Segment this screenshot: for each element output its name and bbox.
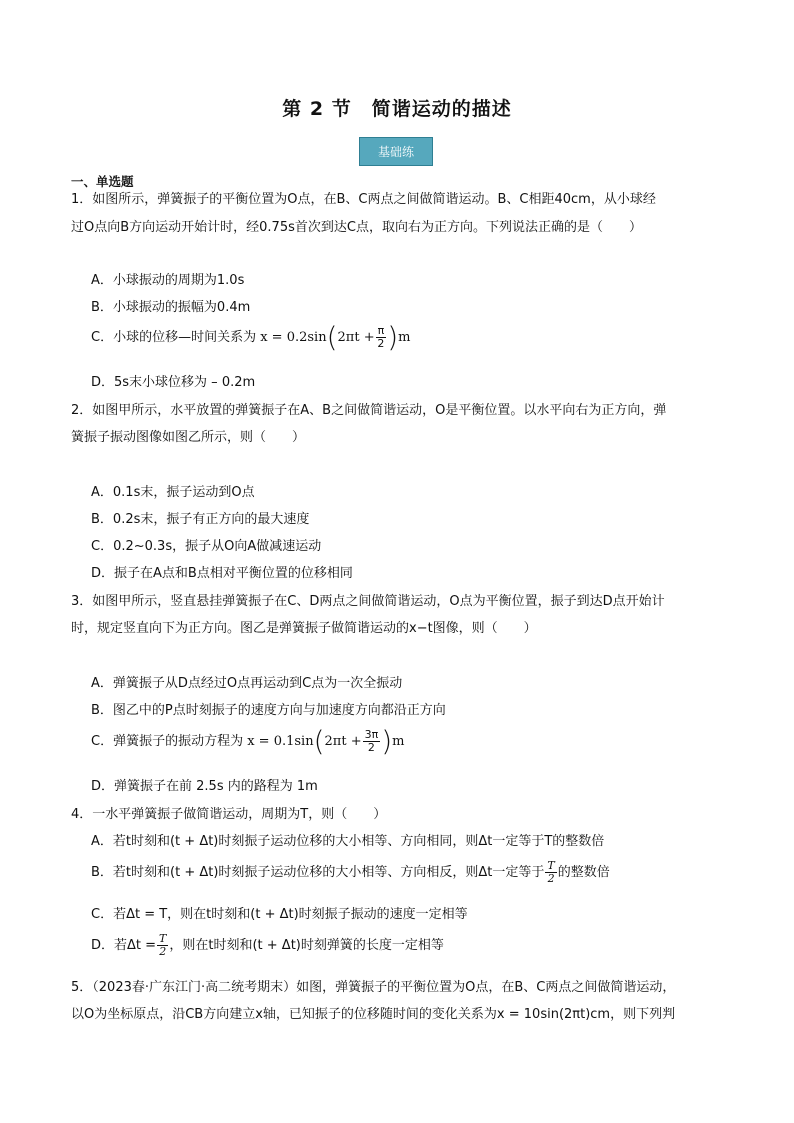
right-paren: ) — [387, 320, 399, 354]
q4-option-d-fraction: $\frac{T}{2}$ — [159, 932, 167, 958]
q4-option-c: C．若Δt = T，则在t时刻和(t + Δt)时刻振子振动的速度一定相等 — [91, 907, 468, 922]
q4-option-a: A．若t时刻和(t + Δt)时刻振子运动位移的大小相等、方向相同，则Δt一定等于T的整数倍 — [91, 834, 605, 849]
q1-stem-line2: 过O点向B方向运动开始计时，经0.75s首次到达C点，取向右为正方向。下列说法正确的是（ ） — [71, 220, 642, 235]
level-badge: 基础练 — [359, 137, 433, 166]
q2-option-d: D．振子在A点和B点相对平衡位置的位移相同 — [91, 566, 353, 581]
q3-option-d: D．弹簧振子在前 2.5s 内的路程为 1m — [91, 779, 318, 794]
q5-stem-line2: 以O为坐标原点，沿CB方向建立x轴，已知振子的位移随时间的变化关系为x = 10sin(2πt)cm，则下列判 — [71, 1007, 676, 1022]
q2-option-c: C．0.2~0.3s，振子从O向A做减速运动 — [91, 539, 322, 554]
q2-stem-line1: 2．如图甲所示，水平放置的弹簧振子在A、B之间做简谐运动，O是平衡位置。以水平向右为正方向，弹 — [71, 403, 667, 418]
q4-option-b-fraction: $\frac{T}{2}$ — [547, 859, 555, 885]
q5-stem-line1: 5．（2023春·广东江门·高二统考期末）如图，弹簧振子的平衡位置为O点，在B、C两点之间做简谐运动， — [71, 980, 676, 995]
q3-option-b: B．图乙中的P点时刻振子的速度方向与加速度方向都沿正方向 — [91, 703, 446, 718]
page-title: 第 2 节 简谐运动的描述 — [282, 98, 512, 120]
q2-stem-line2: 簧振子振动图像如图乙所示，则（ ） — [71, 430, 306, 445]
q2-option-a: A．0.1s末，振子运动到O点 — [91, 485, 255, 500]
q1-option-c-eq-left: x = 0.2sin — [260, 330, 327, 345]
left-paren: ( — [313, 724, 325, 758]
q3-option-c-eq-left: x = 0.1sin — [247, 734, 314, 749]
q1-option-c-eq-mid: 2πt + — [337, 330, 375, 345]
q1-option-d: D．5s末小球位移为 – 0.2m — [91, 375, 256, 390]
q2-option-b: B．0.2s末，振子有正方向的最大速度 — [91, 512, 310, 527]
q3-option-a: A．弹簧振子从D点经过O点再运动到C点为一次全振动 — [91, 676, 403, 691]
q3-stem-line1: 3．如图甲所示，竖直悬挂弹簧振子在C、D两点之间做简谐运动，O点为平衡位置，振子到达D点开始计 — [71, 594, 665, 609]
q3-option-c: C．弹簧振子的振动方程为 x = 0.1sin(2πt + $\frac{3\pi}{2}$ )m — [91, 724, 405, 758]
q4-option-b-text: B．若t时刻和(t + Δt)时刻振子运动位移的大小相等、方向相反，则Δt一定等于 — [91, 865, 545, 880]
q1-option-a: A．小球振动的周期为1.0s — [91, 273, 245, 288]
q4-option-d-text: D．若Δt = — [91, 938, 157, 953]
q1-option-c-text: C．小球的位移—时间关系为 — [91, 330, 257, 345]
q1-option-c-fraction: $\frac{\pi}{2}$ — [377, 324, 385, 350]
section-heading: 一、单选题 — [71, 174, 134, 189]
q4-option-d: D．若Δt = $\frac{T}{2}$ ，则在t时刻和(t + Δt)时刻弹簧的长度一定相等 — [91, 932, 444, 958]
q3-option-c-text: C．弹簧振子的振动方程为 — [91, 734, 244, 749]
q4-stem-line1: 4．一水平弹簧振子做简谐运动，周期为T，则（ ） — [71, 807, 387, 822]
q1-option-b: B．小球振动的振幅为0.4m — [91, 300, 251, 315]
right-paren: ) — [381, 724, 393, 758]
q1-stem-line1: 1．如图所示，弹簧振子的平衡位置为O点，在B、C两点之间做简谐运动。B、C相距40cm，从小球经 — [71, 192, 656, 207]
left-paren: ( — [326, 320, 338, 354]
q1-option-c: C．小球的位移—时间关系为 x = 0.2sin(2πt + $\frac{\pi}{2}$ )m — [91, 320, 411, 354]
q3-option-c-fraction: $\frac{3\pi}{2}$ — [364, 728, 379, 754]
q3-option-c-eq-mid: 2πt + — [324, 734, 362, 749]
q3-stem-line2: 时，规定竖直向下为正方向。图乙是弹簧振子做简谐运动的x−t图像，则（ ） — [71, 621, 537, 636]
q4-option-b: B．若t时刻和(t + Δt)时刻振子运动位移的大小相等、方向相反，则Δt一定等于 $\frac{T}{2}$ 的整数倍 — [91, 859, 610, 885]
